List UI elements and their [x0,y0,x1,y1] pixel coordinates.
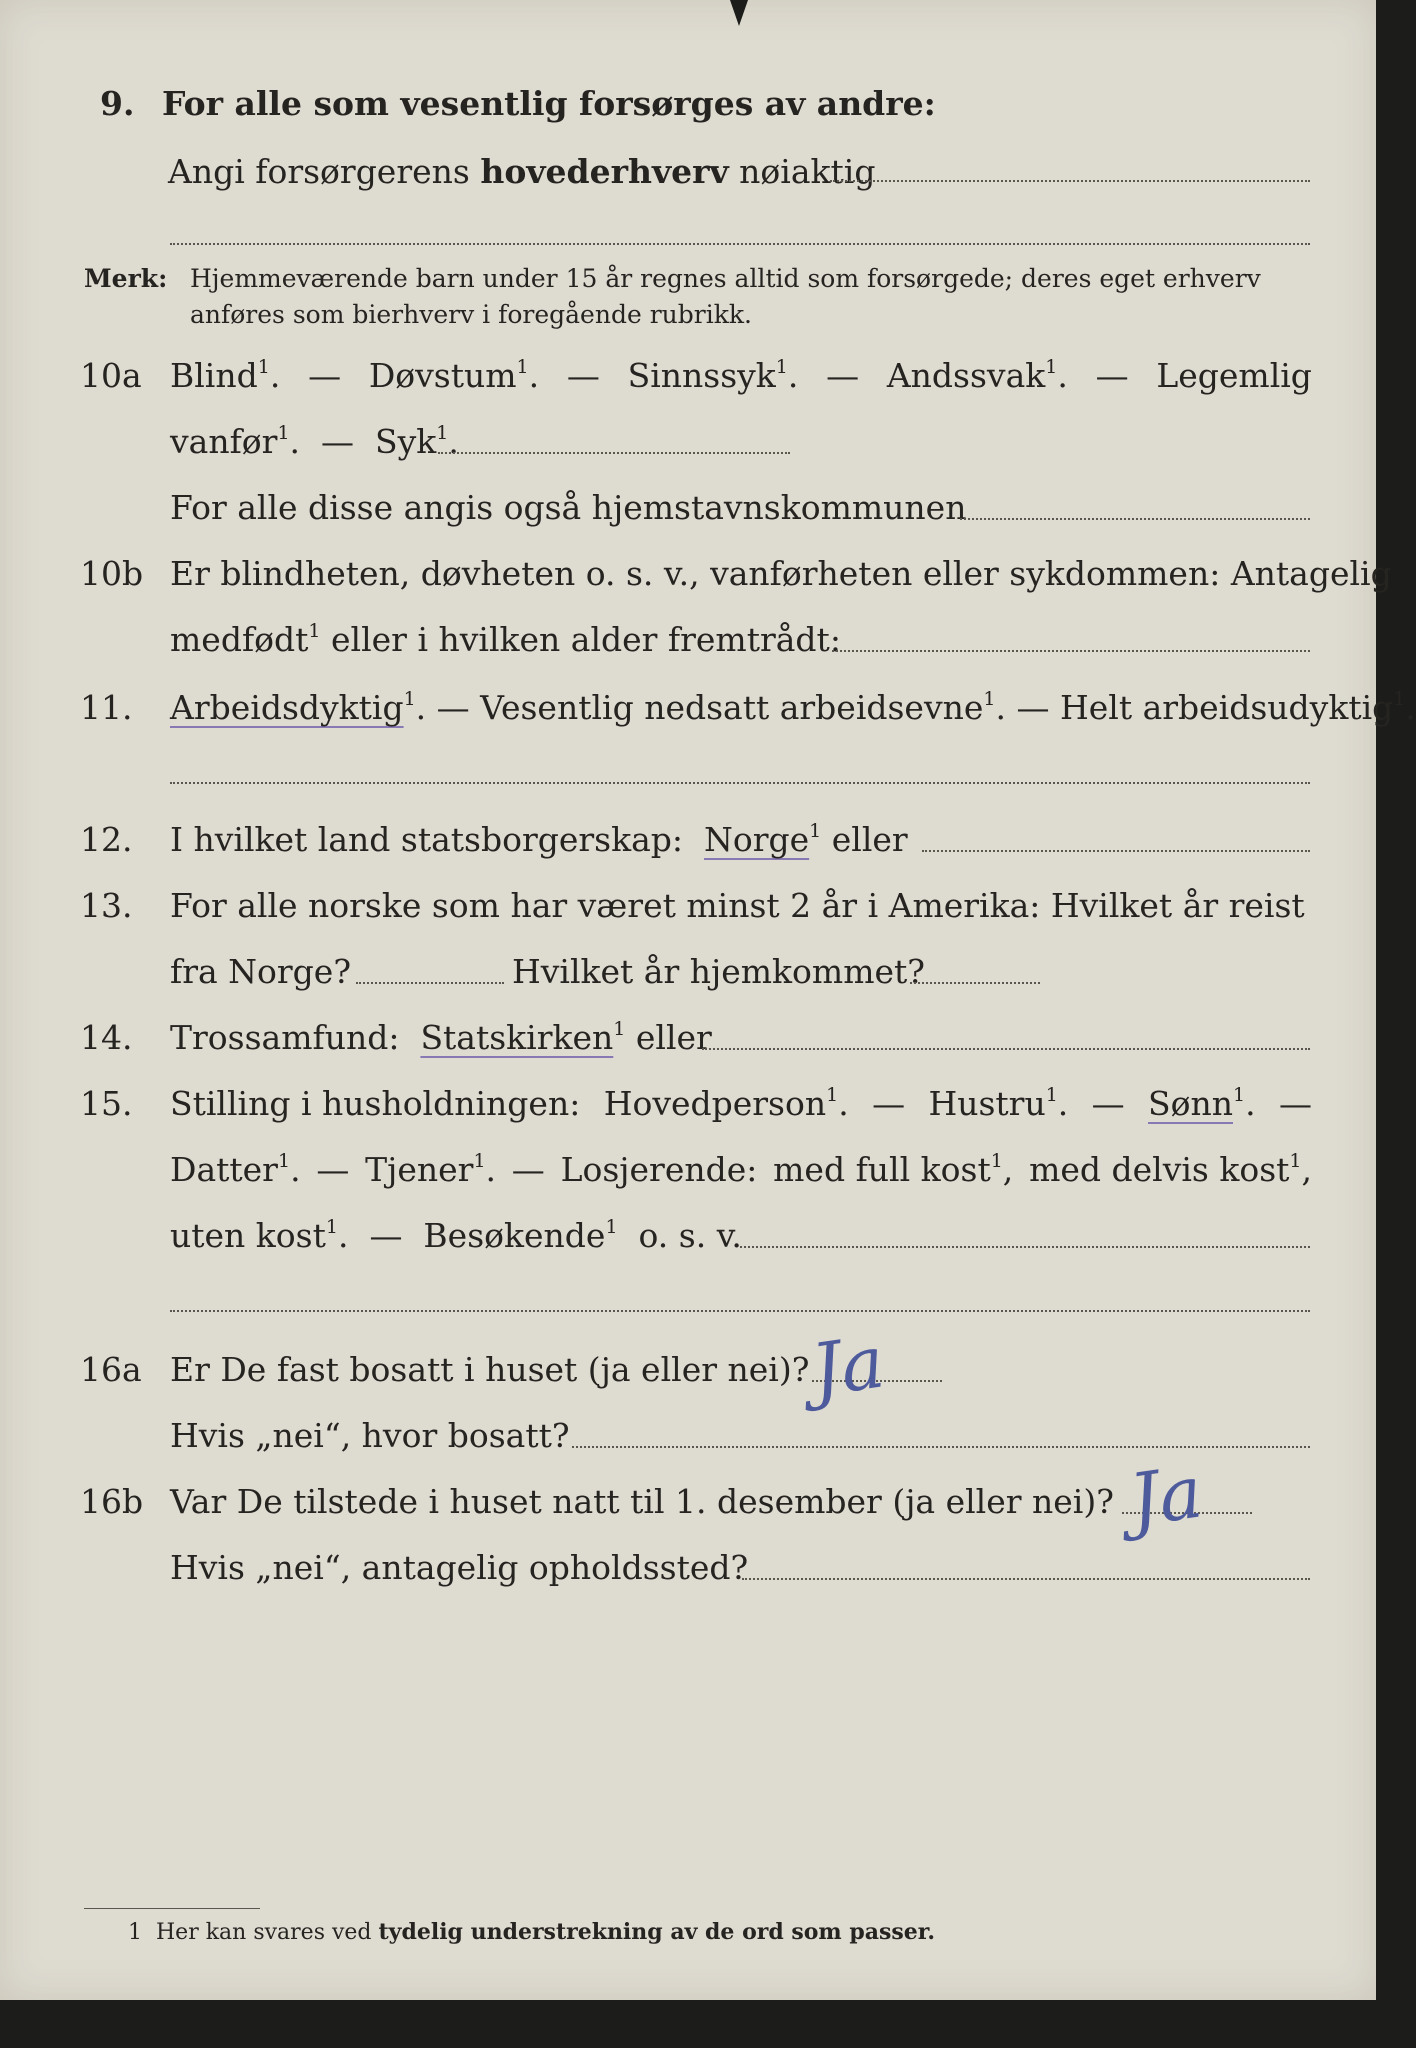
item-text: Trossamfund: Statskirken$^1$ eller [170,1018,712,1057]
item-number: 11. [80,688,133,727]
item-text: Hvis „nei“, antagelig opholdssted? [170,1548,749,1587]
answer-line[interactable] [438,452,790,454]
handwritten-answer[interactable]: Ja [1124,1449,1208,1543]
item-number: 9. [100,84,135,123]
item-text: Hvis „nei“, hvor bosatt? [170,1416,570,1455]
underlined-answer: Arbeidsdyktig [170,688,404,727]
item-text: fra Norge? [170,952,352,991]
item-text: Stilling i husholdningen: Hovedperson$^1$. — Hustru$^1$. — Sønn$^1$. — [170,1084,1312,1123]
item-number: 10a [80,356,142,395]
item-text: Blind$^1$. — Døvstum$^1$. — Sinnssyk$^1$. — Andssvak$^1$. — Legemlig [170,356,1312,395]
item-text: Er De fast bosatt i huset (ja eller nei)? [170,1350,810,1389]
item-text: Datter$^1$. — Tjener$^1$. — Losjerende: med full kost$^1$, med delvis kost$^1$, [170,1150,1312,1189]
answer-line[interactable] [922,850,1310,852]
item-number: 13. [80,886,133,925]
answer-line[interactable] [170,243,1310,245]
answer-line[interactable] [170,1310,1310,1312]
item-text: Arbeidsdyktig$^1$. — Vesentlig nedsatt arbeidsevne$^1$. — Helt arbeidsudyktig$^1$. [170,688,1416,727]
item-text: Angi forsørgerens hovederhverv nøiaktig [168,152,876,191]
answer-line[interactable] [740,1246,1310,1248]
item-text: For alle som vesentlig forsørges av andre: [162,84,936,123]
underlined-answer: Statskirken [420,1018,614,1057]
underlined-answer: Norge [704,820,810,859]
item-number: 16b [80,1482,144,1521]
underlined-answer: Sønn [1148,1084,1233,1123]
item-number: 12. [80,820,133,859]
answer-line[interactable] [356,982,504,984]
answer-line[interactable] [702,1048,1310,1050]
item-text: Var De tilstede i huset natt til 1. desember (ja eller nei)? [170,1482,1114,1521]
item-number: 14. [80,1018,133,1057]
item-number: 10b [80,554,144,593]
item-text: Hvilket år hjemkommet? [512,952,925,991]
item-text: medfødt$^1$ eller i hvilken alder fremtrådt: [170,620,841,659]
item-text: For alle disse angis også hjemstavnskommunen [170,488,967,527]
item-text: Er blindheten, døvheten o. s. v., vanførheten eller sykdommen: Antagelig [170,554,1392,593]
answer-line[interactable] [572,1446,1310,1448]
item-text: vanfør$^1$. — Syk$^1$. [170,422,459,461]
paper-tear [730,0,748,26]
item-text: uten kost$^1$. — Besøkende$^1$ o. s. v. [170,1216,742,1255]
note-text: anføres som bierhverv i foregående rubrikk. [190,300,752,329]
answer-line[interactable] [960,518,1310,520]
note-text: Hjemmeværende barn under 15 år regnes alltid som forsørgede; deres eget erhverv [190,264,1261,293]
item-number: 15. [80,1084,133,1123]
item-text: I hvilket land statsborgerskap: Norge$^1$ eller [170,820,908,859]
item-number: 16a [80,1350,142,1389]
answer-line[interactable] [170,782,1310,784]
handwritten-answer[interactable]: Ja [806,1319,890,1413]
answer-line[interactable] [910,982,1040,984]
answer-line[interactable] [742,1578,1310,1580]
answer-line[interactable] [832,650,1310,652]
footnote: 1 Her kan svares ved tydelig understrekning av de ord som passer. [128,1919,936,1945]
answer-line[interactable] [830,180,1310,182]
footnote-rule [84,1908,260,1909]
item-text: For alle norske som har været minst 2 år i Amerika: Hvilket år reist [170,886,1305,925]
note-label: Merk: [84,264,168,293]
